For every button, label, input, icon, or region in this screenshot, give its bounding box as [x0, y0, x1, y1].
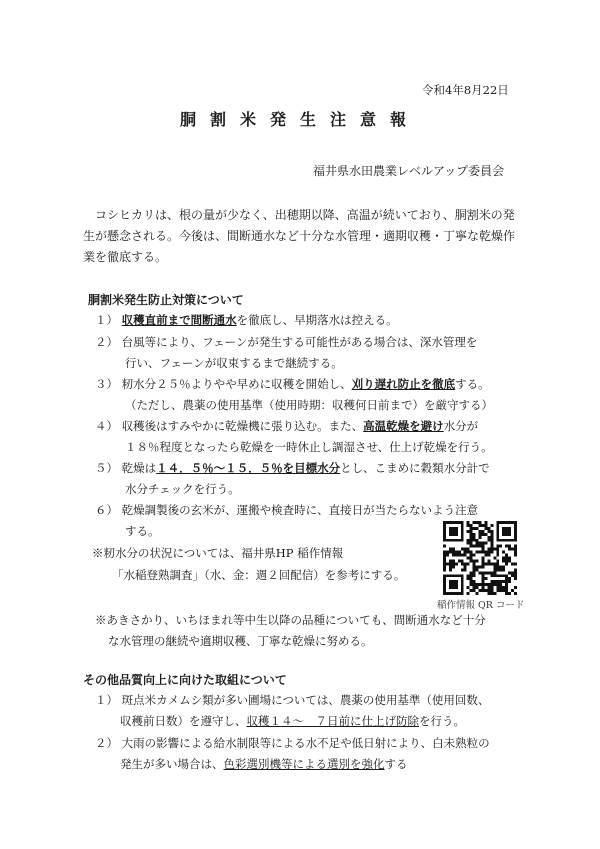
section-heading-quality: その他品質向上に向けた取組について: [83, 673, 287, 687]
section-heading-prevention: 胴割米発生防止対策について: [88, 293, 244, 307]
list-item: [95, 733, 490, 754]
item-text: 籾水分２５％よりやや早めに収穫を開始し、: [121, 377, 352, 391]
item-text: 発生が多い場合は、: [120, 757, 224, 771]
item-text: 斑点米カメムシ類が多い圃場については、農薬の使用基準（使用回数、: [121, 693, 490, 707]
list-item: [95, 310, 398, 331]
note-text: な水管理の継続や適期収穫、丁寧な乾燥に努める。: [108, 634, 373, 648]
item-text: とし、こまめに穀類水分計で: [340, 461, 490, 475]
item-continuation: （ただし、農薬の使用基準（使用時期：収穫何日前まで）を厳守する）: [125, 398, 493, 412]
item-text: を行う。: [419, 714, 465, 728]
emphasis-text: 刈り遅れ防止を徹底: [351, 377, 456, 391]
item-continuation: する。: [125, 524, 160, 538]
item-text: を徹底し、早期落水は控える。: [236, 313, 398, 327]
qr-caption: 稲作情報 QR コード: [437, 600, 525, 611]
list-item: [95, 416, 478, 437]
note-text: ※籾水分の状況については、福井県HP 稲作情報: [92, 546, 344, 560]
note-text: 「水稲登熟調査」（水、金：週２回配信）を参考にする。: [112, 568, 406, 582]
list-item: [95, 332, 477, 353]
emphasis-text: １４．５％～１５．５％を目標水分: [156, 461, 341, 475]
item-number: ２）: [95, 335, 118, 349]
list-item: [95, 500, 478, 521]
item-text: 収穫後はすみやかに乾燥機に張り込む。また、: [121, 419, 364, 433]
emphasis-text: 色彩選別機等による選別を強化: [223, 757, 385, 771]
list-item: [95, 690, 489, 711]
item-continuation: [120, 711, 465, 732]
item-number: ３）: [95, 377, 118, 391]
issue-date: 令和4年8月22日: [422, 83, 509, 97]
emphasis-text: 収穫１４～ ７日前に仕上げ防除: [246, 714, 419, 728]
item-text: 乾燥調製後の玄米が、運搬や検査時に、直接日が当たらないよう注意: [121, 503, 479, 517]
item-text: する: [384, 757, 408, 771]
note-text: ※あきさかり、いちほまれ等中生以降の品種についても、間断通水など十分: [95, 613, 486, 627]
item-text: 乾燥は: [121, 461, 157, 475]
intro-paragraph: コシヒカリは、根の量が少なく、出穂期以降、高温が続いており、胴割米の発生が懸念される。今後は、間断通水など十分な水管理・適期収穫・丁寧な乾燥作業を徹底する。: [83, 208, 516, 264]
item-number: ４）: [95, 419, 118, 433]
item-number: ６）: [95, 503, 118, 517]
page-title: 胴割米発生注意報: [179, 110, 420, 129]
item-text: 収穫前日数）を遵守し、: [120, 714, 247, 728]
organization: 福井県水田農業レベルアップ委員会: [313, 164, 505, 178]
item-number: １）: [95, 313, 118, 327]
emphasis-text: 収穫直前まで間断通水: [121, 313, 237, 327]
item-text: 水分が: [443, 419, 479, 433]
item-text: 大雨の影響による給水制限等による水不足や低日射により、白未熟粒の: [121, 736, 490, 750]
item-text: する。: [455, 377, 490, 391]
emphasis-text: 高温乾燥を避け: [363, 419, 444, 433]
item-continuation: 行い、フェーンが収束するまで継続する。: [125, 356, 343, 370]
item-number: ２）: [95, 736, 118, 750]
item-number: １）: [95, 693, 118, 707]
item-number: ５）: [95, 461, 118, 475]
list-item: [95, 374, 490, 395]
qr-code-icon[interactable]: [443, 521, 517, 595]
item-continuation: 水分チェックを行う。: [125, 482, 240, 496]
item-continuation: １８％程度となったら乾燥を一時休止し調湿させ、仕上げ乾燥を行う。: [125, 440, 493, 454]
list-item: [95, 458, 490, 479]
item-continuation: [120, 754, 408, 775]
item-text: 台風等により、フェーンが発生する可能性がある場合は、深水管理を: [121, 335, 478, 349]
